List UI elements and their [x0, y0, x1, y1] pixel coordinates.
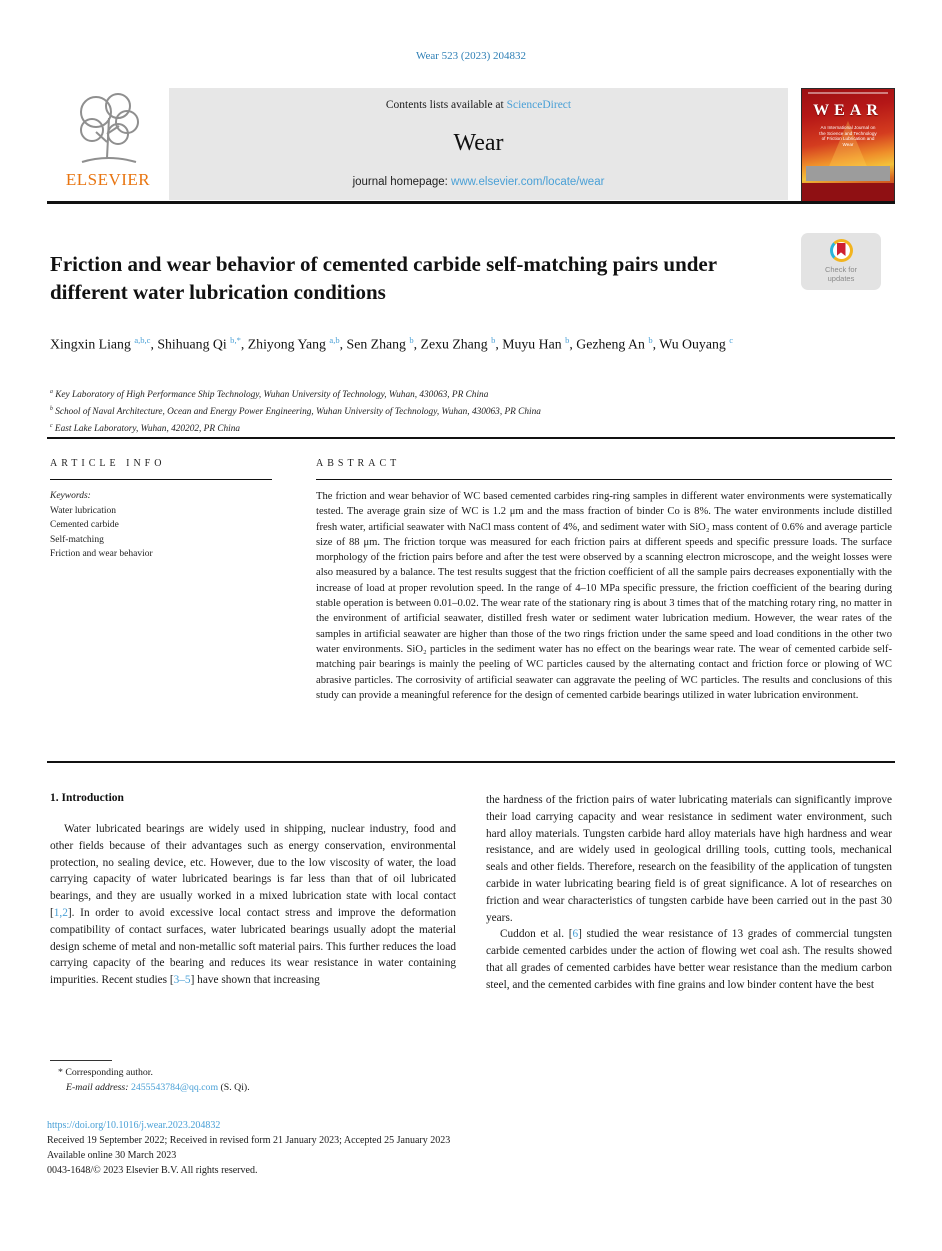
keyword-item: Self-matching: [50, 534, 104, 545]
received-line: Received 19 September 2022; Received in revised form 21 January 2023; Accepted 25 January 2023: [47, 1135, 451, 1146]
email-suffix: (S. Qi).: [218, 1081, 250, 1093]
cover-footer-strip: [802, 183, 894, 203]
affiliation-c: $^c$ East Lake Laboratory, Wuhan, 420202, PR China: [50, 423, 241, 435]
keyword-item: Friction and wear behavior: [50, 549, 153, 559]
sciencedirect-link[interactable]: ScienceDirect: [506, 99, 572, 111]
contents-prefix: Contents lists available at: [385, 99, 507, 111]
homepage-prefix: journal homepage:: [352, 176, 452, 188]
cover-title: WEAR: [813, 102, 883, 119]
abstract-rule: [316, 479, 892, 480]
check-updates-icon: [830, 239, 853, 262]
email-label: E-mail address:: [66, 1081, 129, 1093]
abstract-heading: ABSTRACT: [316, 458, 401, 469]
info-abstract-section: [50, 458, 892, 703]
introduction-heading: 1. Introduction: [50, 792, 124, 804]
check-updates-label: Check for updates: [824, 265, 858, 283]
keyword-item: Water lubrication: [50, 505, 116, 516]
journal-citation[interactable]: Wear 523 (2023) 204832: [415, 50, 526, 62]
email-line: [50, 1081, 250, 1096]
divider-rule-bottom: [47, 761, 895, 763]
contents-line: [177, 99, 780, 111]
journal-header: [47, 88, 895, 200]
corresponding-author-note: * Corresponding author.: [58, 1067, 153, 1078]
article-title: Friction and wear behavior of cemented carbide self-matching pairs under different water lubrication conditions: [50, 252, 717, 304]
homepage-link[interactable]: www.elsevier.com/locate/wear: [451, 176, 605, 188]
doi-link[interactable]: https://doi.org/10.1016/j.wear.2023.204832: [47, 1120, 221, 1131]
body-left-column: [50, 792, 456, 994]
affiliation-b: $^b$ School of Naval Architecture, Ocean and Energy Power Engineering, Wuhan University of Technology, Wuhan, 430063, PR China: [50, 406, 541, 418]
cover-topline: [808, 92, 888, 94]
intro-paragraph-right-2: Cuddon et al. [6] studied the wear resistance of 13 grades of commercial tungsten carbide cemented carbides under the action of flowing wet coal ash. The results showed that all grades of cemented carbides have better wear resistance than the medium carbon steel, and the cemented carbides with fine grains and low binder content have the best: [486, 928, 892, 991]
divider-rule-top: [47, 437, 895, 439]
abstract-text: The friction and wear behavior of WC based cemented carbides ring-ring samples in different water environments were systematically tested. The average grain size of WC is 1.2 μm and the mass fraction of binder Co is 8%. The water environments include distilled fresh water, artificial seawater with NaCl mass content of 4%, and sediment water with SiO₂ mass content of 0.6% and average particle size of 88 μm. The friction torque was measured for each friction pairs at different speeds and specific pressure loads. The surface morphology of the friction pairs before and after the test were observed by a scanning electron microscope, and the weight losses were also measured by a balance. The test results suggest that the friction coefficient of all the sample pairs decreases exponentially with the increase of load at proper revolution speed. In the range of 4–10 MPa specific pressure, the friction coefficient of the bearing during stable operation is between 0.01–0.02. The wear rate of the stationary ring is about 3 times that of the matching rotary ring, no matter in the environment of artificial seawater, distilled fresh water or sediment water lubrication medium. However, the wear rates of the samples in artificial seawater are higher than those of the two rings friction under the same speed and load conditions in the other two water environments. SiO₂ particles in the sediment water has no effect on the bearings wear rate. The wear of cemented carbide self-matching pair bearings is mainly the peeling of WC particles caused by the alternating contact and friction force or plowing of WC abrasive particles. The corrosivity of artificial seawater can aggravate the peeling of WC particles. The results and conclusions of this study can provide a meaningful reference for the design of cemented carbide bearings utilized in water lubrication environment.: [316, 491, 892, 701]
keywords-block: [50, 489, 272, 562]
copyright-line: 0043-1648/© 2023 Elsevier B.V. All rights reserved.: [47, 1165, 258, 1176]
available-line: Available online 30 March 2023: [47, 1150, 177, 1161]
journal-name: Wear: [453, 130, 504, 156]
intro-paragraph-right-1: the hardness of the friction pairs of water lubricating materials can significantly improve their load carrying capacity and wear resistance in sediment water environment, such hard alloy materials. Tungsten carbide hard alloy materials have high hardness and wear resistance, and are widely used in geological drilling tools, cutting tools, mechanical seals and other fields. Therefore, research on the feasibility of the application of tungsten carbide in water lubricating bearing field is of great significance. A lot of researches on friction and wear characteristics of tungsten carbide have been carried out in the past 30 years.: [486, 794, 892, 924]
footnote-rule: [50, 1060, 112, 1061]
affiliations: [50, 385, 810, 436]
header-rule: [47, 201, 895, 204]
article-info-column: [50, 458, 272, 703]
homepage-line: [177, 176, 780, 188]
body-right-column: [486, 792, 892, 994]
footer-block: [47, 1118, 450, 1178]
cover-gray-band: [806, 166, 890, 181]
email-link[interactable]: 2455543784@qq.com: [128, 1081, 219, 1093]
keyword-item: Cemented carbide: [50, 520, 119, 530]
author-list: Xingxin Liang $^{a,b,c}$, Shihuang Qi $^{b,*}$, Zhiyong Yang $^{a,b}$, Sen Zhang $^b$, Zexu Zhang $^b$, Muyu Han $^b$, Gezheng An $^b$, Wu Ouyang $^c$: [50, 335, 733, 352]
intro-paragraph-left: Water lubricated bearings are widely used in shipping, nuclear industry, food and other fields because of their advantages such as energy conservation, environmental protection, no sealing device, etc. However, due to the low viscosity of water, the load carrying capacity of water lubricated bearings is far less than that of oil lubricated bearings, and they are usually worked in a mixed lubrication state with local contact [1,2]. In order to avoid excessive local contact stress and improve the deformation compatibility of contact surfaces, water lubricated bearings usually adopt the material design scheme of metal and non-metallic soft material pairs. This further reduces the load carrying capacity of the bearing and reduces its wear resistance in water containing impurities. Recent studies [3–5] have shown that increasing: [50, 823, 456, 987]
check-updates-badge[interactable]: [801, 233, 881, 290]
article-info-heading: ARTICLE INFO: [50, 458, 166, 469]
affiliation-a: $^a$ Key Laboratory of High Performance Ship Technology, Wuhan University of Technology, Wuhan, 430063, PR China: [50, 389, 489, 401]
bookmark-icon: [837, 243, 846, 256]
keywords-label: Keywords:: [50, 491, 91, 501]
cover-subtitle: An International Journal on the Science and Technology of Friction Lubrication and Wear: [819, 125, 877, 147]
journal-info-box: [169, 88, 788, 200]
journal-cover[interactable]: [801, 88, 895, 204]
footnote-block: [50, 1066, 250, 1095]
article-info-rule: [50, 479, 272, 480]
abstract-column: [316, 458, 892, 703]
elsevier-wordmark: ELSEVIER: [65, 170, 151, 189]
introduction-section: [50, 792, 892, 994]
elsevier-logo[interactable]: [47, 88, 169, 200]
elsevier-tree-icon: [47, 88, 169, 172]
